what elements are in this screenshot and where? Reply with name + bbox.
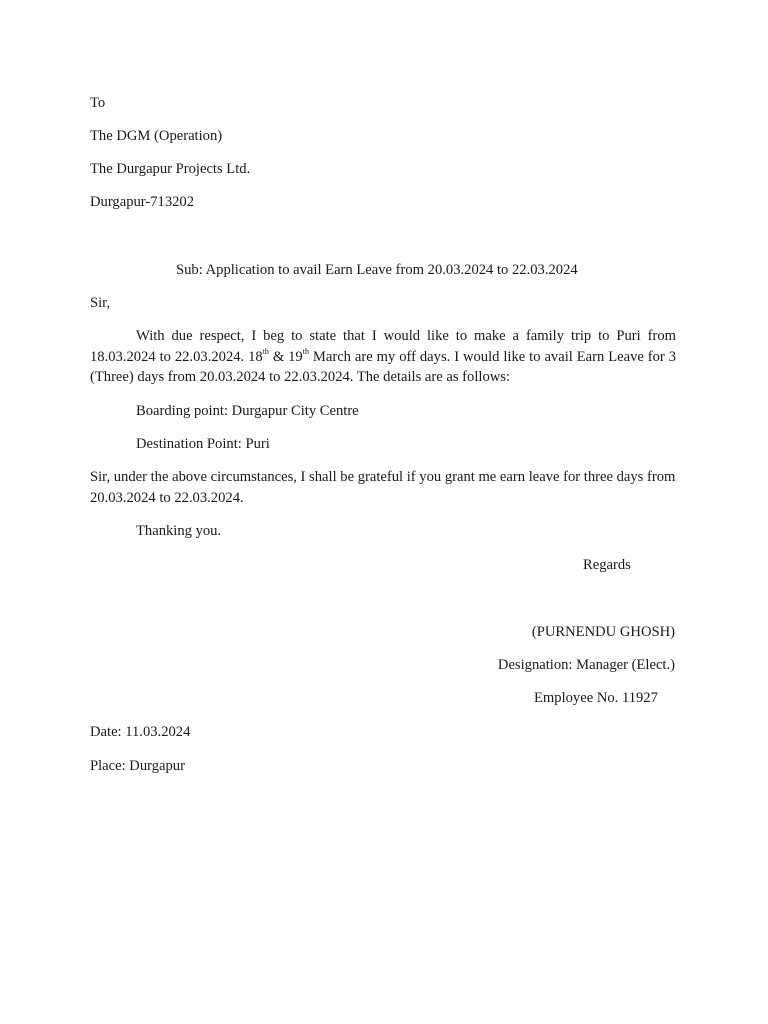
body-paragraph-intro [90,326,676,388]
signatory-name: (PURNENDU GHOSH) [531,624,675,640]
boarding-point: Boarding point: Durgapur City Centre [136,403,359,419]
letter-place: Place: Durgapur [90,758,185,774]
address-to: To [90,95,106,111]
superscript-th-2: th [302,346,309,356]
employee-number: Employee No. 11927 [534,690,658,706]
address-company: The Durgapur Projects Ltd. [90,161,251,177]
superscript-th-1: th [262,346,269,356]
letter-date: Date: 11.03.2024 [90,724,191,740]
address-city: Durgapur-713202 [90,194,195,210]
body-paragraph-request: Sir, under the above circumstances, I shall be grateful if you grant me earn leave for three days from 20.03.2024 to 22.03.2024. [90,469,676,506]
signatory-designation: Designation: Manager (Elect.) [497,657,675,673]
salutation: Sir, [90,295,111,311]
intro-text-3: March are my off days. I would like to avail Earn Leave for 3 (Three) days from 20.03.2024 to 22.03.2024. The details are as follows: [90,348,676,385]
thanking-line: Thanking you. [136,523,222,539]
intro-text-1: With due respect, I beg to state that I would like to make a family trip to Puri from 18.03.2024 to 22.03.2024. 18 [90,328,676,365]
regards: Regards [583,557,631,573]
destination-point: Destination Point: Puri [136,436,270,452]
subject-line: Sub: Application to avail Earn Leave from 20.03.2024 to 22.03.2024 [176,262,578,278]
address-recipient: The DGM (Operation) [90,128,223,144]
intro-text-2: & 19 [268,348,303,365]
